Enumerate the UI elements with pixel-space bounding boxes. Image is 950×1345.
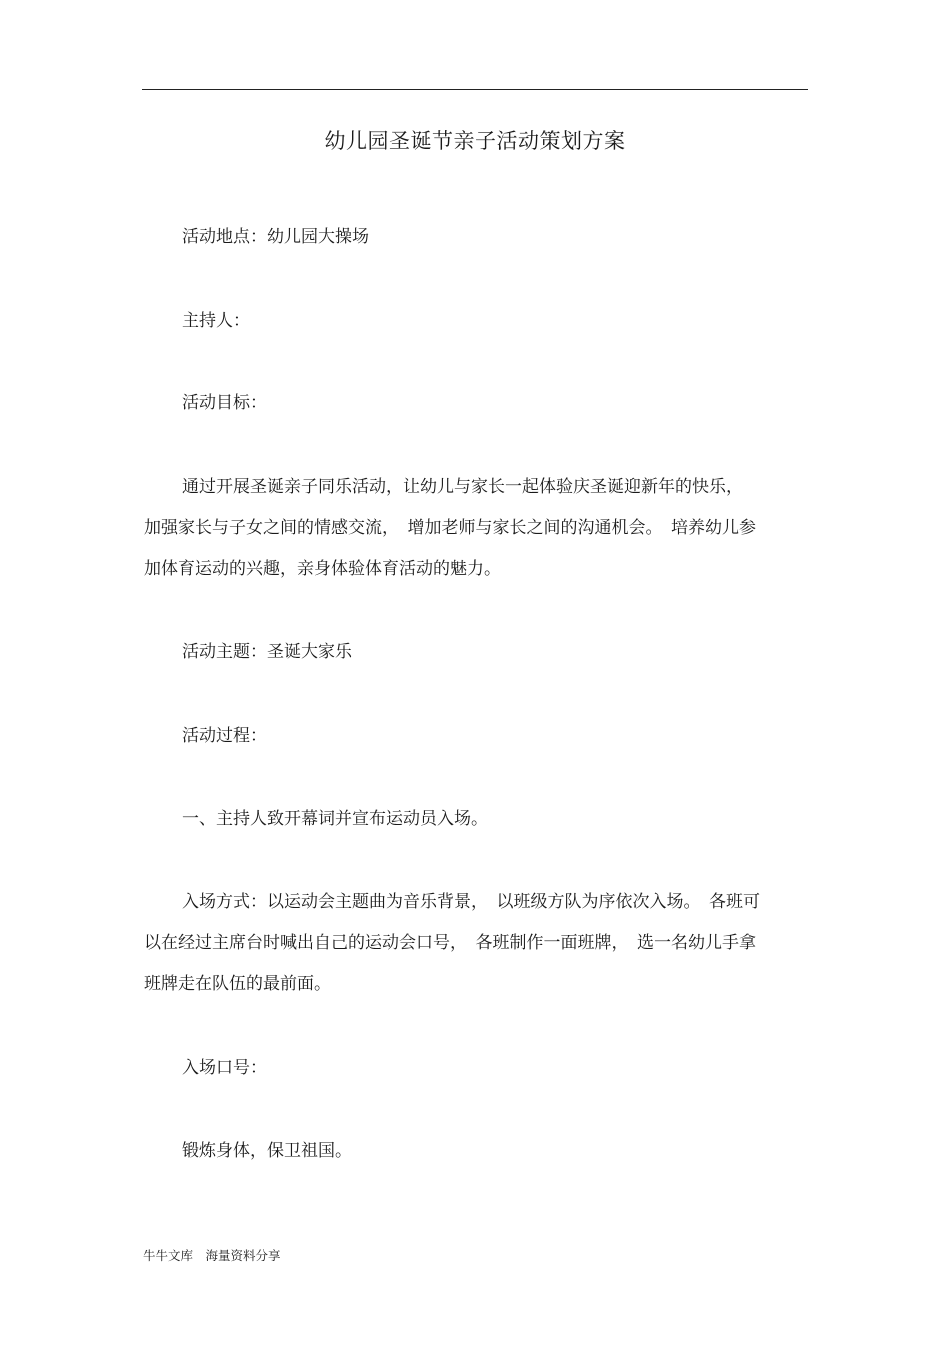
paragraph-process-heading <box>144 716 804 757</box>
document-title: 幼儿园圣诞节亲子活动策划方案 <box>324 129 626 153</box>
text-line: 通过开展圣诞亲子同乐活动，让幼儿与家长一起体验庆圣诞迎新年的快乐， <box>182 477 743 497</box>
paragraph-goal-body <box>144 467 804 590</box>
text-line: 活动主题：圣诞大家乐 <box>182 642 352 662</box>
text-line: 活动过程： <box>182 726 267 746</box>
paragraph-host <box>144 301 804 342</box>
text-line: 一、主持人致开幕词并宣布运动员入场。 <box>182 809 488 829</box>
paragraph-step-one <box>144 799 804 840</box>
paragraph-entrance-method <box>144 882 804 1005</box>
text-line: 以在经过主席台时喊出自己的运动会口号， 各班制作一面班牌， 选一名幼儿手拿 <box>144 933 756 953</box>
paragraph-slogan <box>144 1131 804 1172</box>
paragraph-theme <box>144 632 804 673</box>
text-line: 锻炼身体，保卫祖国。 <box>182 1141 352 1161</box>
text-line: 班牌走在队伍的最前面。 <box>144 974 331 994</box>
paragraph-goal-heading <box>144 383 804 424</box>
text-line: 加强家长与子女之间的情感交流， 增加老师与家长之间的沟通机会。 培养幼儿参 <box>144 518 756 538</box>
text-line: 主持人： <box>182 311 250 331</box>
page-footer: 牛牛文库 海量资料分享 <box>143 1248 281 1263</box>
paragraph-location <box>144 217 804 258</box>
text-line: 入场方式：以运动会主题曲为音乐背景， 以班级方队为序依次入场。 各班可 <box>182 892 760 912</box>
text-line: 活动目标： <box>182 393 267 413</box>
text-line: 活动地点：幼儿园大操场 <box>182 227 369 247</box>
text-line: 加体育运动的兴趣，亲身体验体育活动的魅力。 <box>144 559 501 579</box>
header-rule <box>142 89 808 90</box>
paragraph-slogan-heading <box>144 1048 804 1089</box>
text-line: 入场口号： <box>182 1058 267 1078</box>
